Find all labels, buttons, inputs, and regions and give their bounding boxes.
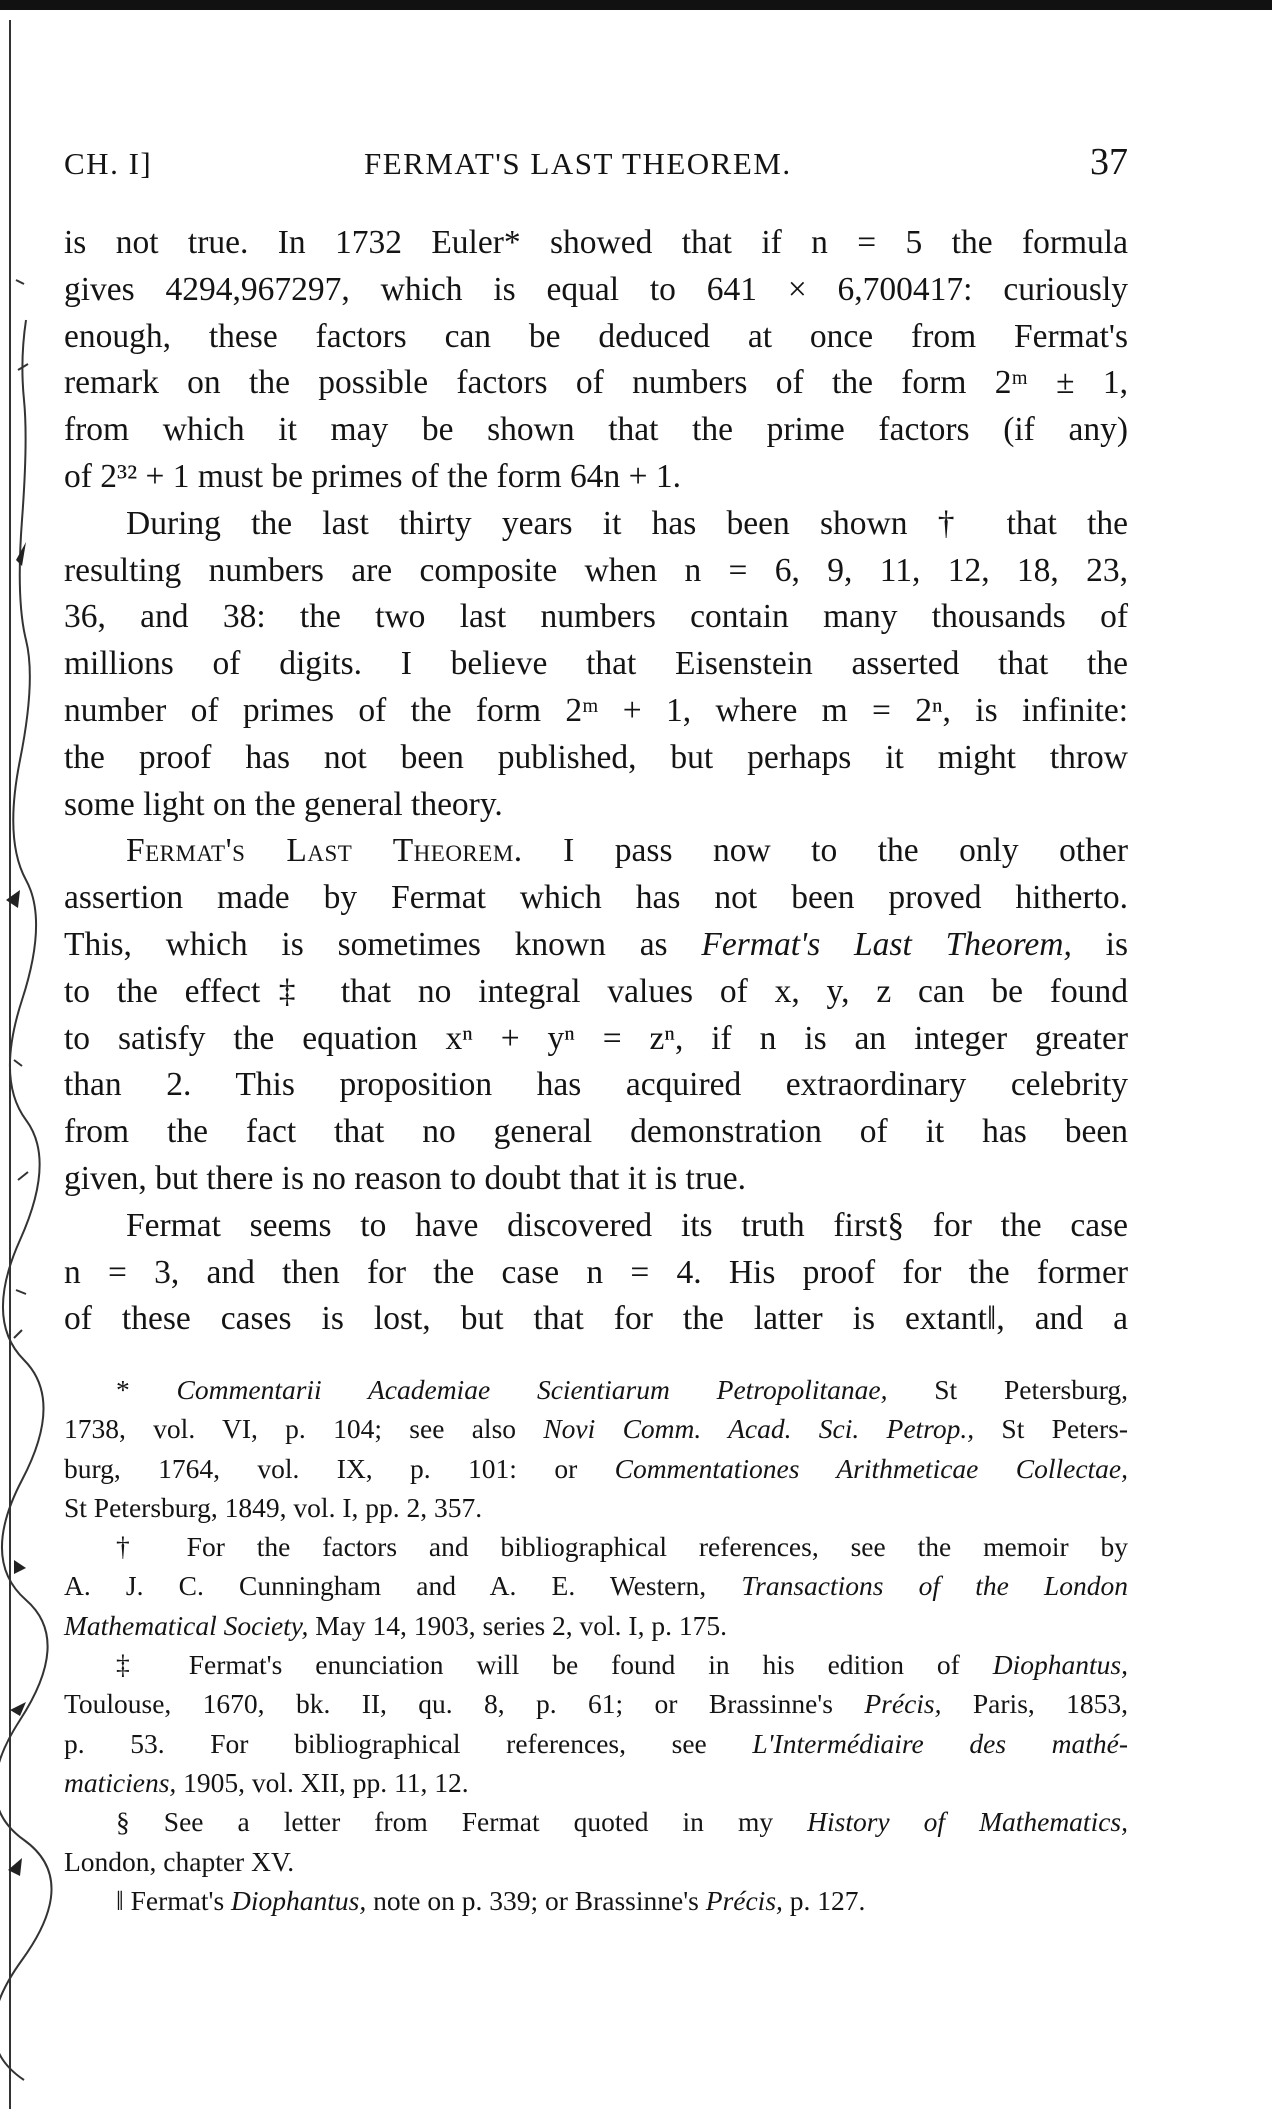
text-line: n = 3, and then for the case n = 4. His proof for the former bbox=[64, 1253, 1128, 1291]
text-line: remark on the possible factors of numbers of the form 2ᵐ ± 1, bbox=[64, 364, 1128, 402]
running-title: FERMAT'S LAST THEOREM. bbox=[364, 146, 792, 181]
text-line: some light on the general theory. bbox=[64, 785, 503, 823]
paragraph-composite bbox=[64, 501, 1128, 829]
text-line: of these cases is lost, but that for the latter is extant‖, and a bbox=[64, 1300, 1128, 1338]
theorem-name: Fermat's Last Theorem, bbox=[701, 925, 1072, 963]
footnote-line: burg, 1764, vol. IX, p. 101: or Commentationes Arithmeticae Collectae, bbox=[64, 1452, 1128, 1484]
text-line: Fermat seems to have discovered its truth first§ for the case bbox=[126, 1206, 1128, 1244]
paragraph-proof bbox=[64, 1203, 1128, 1343]
footnote-parallel bbox=[64, 1881, 1128, 1920]
page-number: 37 bbox=[1090, 141, 1128, 183]
footnote-line: London, chapter XV. bbox=[64, 1845, 295, 1877]
footnote-line: Mathematical Society, May 14, 1903, series 2, vol. I, p. 175. bbox=[64, 1609, 727, 1641]
text-line: than 2. This proposition has acquired extraordinary celebrity bbox=[64, 1066, 1128, 1104]
text-line: to satisfy the equation xⁿ + yⁿ = zⁿ, if n is an integer greater bbox=[64, 1019, 1128, 1057]
text-line: assertion made by Fermat which has not been proved hitherto. bbox=[64, 879, 1128, 917]
text-line: from which it may be shown that the prime factors (if any) bbox=[64, 411, 1128, 449]
footnote-line: p. 53. For bibliographical references, see L'Intermédiaire des mathé- bbox=[64, 1727, 1129, 1759]
section-heading: Fermat's Last Theorem. bbox=[126, 832, 523, 870]
footnote-line: * Commentarii Academiae Scientiarum Petropolitanae, St Petersburg, bbox=[116, 1374, 1128, 1405]
footnote-line: ‡ Fermat's enunciation will be found in his edition of Diophantus, bbox=[116, 1649, 1128, 1681]
text-line: This, which is sometimes known as Fermat's Last Theorem, is bbox=[64, 925, 1128, 963]
scan-top-edge bbox=[0, 0, 1272, 10]
text-line: of 2³² + 1 must be primes of the form 64n + 1. bbox=[64, 457, 682, 495]
text-line: from the fact that no general demonstration of it has been bbox=[64, 1113, 1128, 1151]
text-line: given, but there is no reason to doubt that it is true. bbox=[64, 1159, 746, 1197]
footnotes bbox=[64, 1370, 1128, 1920]
text-line: the proof has not been published, but perhaps it might throw bbox=[64, 738, 1128, 776]
footnote-line: Toulouse, 1670, bk. II, qu. 8, p. 61; or Brassinne's Précis, Paris, 1853, bbox=[64, 1688, 1129, 1720]
text-line: During the last thirty years it has been shown † that the bbox=[126, 504, 1128, 542]
paragraph-last-theorem bbox=[64, 828, 1128, 1202]
footnote-line: maticiens, 1905, vol. XII, pp. 11, 12. bbox=[64, 1766, 469, 1798]
footnote-star bbox=[64, 1370, 1128, 1527]
text-line: resulting numbers are composite when n = 6, 9, 11, 12, 18, 23, bbox=[64, 551, 1128, 589]
main-text bbox=[64, 220, 1128, 1343]
footnote-line: ‖ Fermat's Diophantus, note on p. 339; or Brassinne's Précis, p. 127. bbox=[116, 1884, 866, 1916]
text-line: 36, and 38: the two last numbers contain many thousands of bbox=[64, 598, 1128, 636]
footnote-section bbox=[64, 1802, 1128, 1881]
footnote-line: † For the factors and bibliographical references, see the memoir by bbox=[116, 1531, 1128, 1563]
footnote-line: § See a letter from Fermat quoted in my History of Mathematics, bbox=[116, 1806, 1128, 1838]
footnote-dagger bbox=[64, 1527, 1128, 1645]
text-line: gives 4294,967297, which is equal to 641 × 6,700417: curiously bbox=[64, 270, 1128, 308]
footnote-line: 1738, vol. VI, p. 104; see also Novi Comm. Acad. Sci. Petrop., St Peters- bbox=[64, 1413, 1129, 1445]
text-line: number of primes of the form 2ᵐ + 1, where m = 2ⁿ, is infinite: bbox=[64, 691, 1128, 729]
binding-margin-marks bbox=[0, 0, 70, 2109]
text-line: millions of digits. I believe that Eisenstein asserted that the bbox=[64, 645, 1128, 683]
text-line: to the effect‡ that no integral values of x, y, z can be found bbox=[64, 972, 1128, 1010]
text-line: is not true. In 1732 Euler* showed that if n = 5 the formula bbox=[64, 224, 1128, 261]
footnote-line: St Petersburg, 1849, vol. I, pp. 2, 357. bbox=[64, 1491, 483, 1523]
text-line: enough, these factors can be deduced at once from Fermat's bbox=[64, 317, 1128, 355]
running-header bbox=[64, 140, 1128, 188]
text-line: Fermat's Last Theorem. I pass now to the only other bbox=[126, 832, 1129, 870]
paragraph-euler bbox=[64, 220, 1128, 501]
footnote-double-dagger bbox=[64, 1645, 1128, 1802]
chapter-label: CH. I] bbox=[64, 146, 153, 181]
footnote-line: A. J. C. Cunningham and A. E. Western, Transactions of the London bbox=[64, 1570, 1128, 1602]
